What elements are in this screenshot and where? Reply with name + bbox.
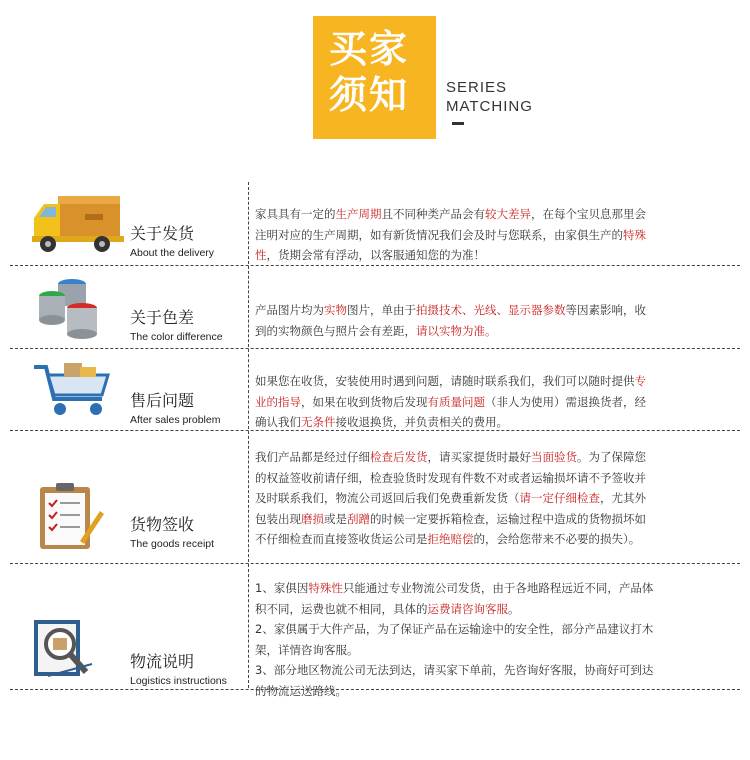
highlight-text: 请以实物为准。 — [416, 323, 497, 338]
description-text: 接收退换货，并负责相关的费用。 — [335, 415, 508, 429]
section-title-en: Logistics instructions — [130, 675, 227, 687]
section-title-cn: 售后问题 — [130, 391, 195, 410]
section-delivery — [10, 182, 740, 266]
description-text: 2、家俱属于大件产品，为了保证产品在运输途中的安全性，部分产品建议打木架，详情咨询客服。 — [255, 622, 654, 657]
highlight-text: 生产周期 — [335, 207, 382, 221]
description-text: 的时候一定要拆箱检查，运输过程中造成的货物损坏如不仔细检查而直接签收货运公司是 — [255, 511, 646, 546]
title-area — [130, 308, 223, 344]
section-logistics — [10, 564, 740, 698]
highlight-text: 拍摄技术、光线、显示器参数 — [416, 303, 566, 317]
highlight-text: 较大差异 — [485, 207, 531, 221]
vertical-divider — [248, 349, 249, 429]
section-title-cn: 物流说明 — [130, 652, 195, 671]
title-area — [130, 652, 227, 688]
header-dash — [452, 122, 464, 125]
header-title-line1: 买家 — [329, 27, 410, 71]
description-text: ，在每个宝贝息那里会注明对应的生产周期，如有新货情况我们会及时与您联系，由家俱生产的 — [255, 207, 646, 242]
header-subtitle-line1: SERIES — [446, 79, 508, 96]
description-text: 1、家俱因 — [255, 581, 309, 595]
vertical-divider — [248, 266, 249, 347]
section-description — [255, 371, 655, 433]
highlight-text: 拒绝赔偿 — [427, 532, 474, 546]
logistics-magnifier-icon — [30, 614, 140, 688]
vertical-divider — [248, 182, 249, 264]
description-text: 家具具有一定的 — [255, 207, 336, 221]
title-area — [130, 224, 214, 260]
highlight-text: 请一定仔细检查 — [519, 491, 600, 505]
section-title-cn: 关于发货 — [130, 224, 195, 243]
description-text: ，如果在收到货物后发现 — [301, 394, 428, 409]
paint-cans-icon — [30, 274, 140, 348]
section-title-cn: 关于色差 — [130, 308, 195, 327]
description-text: 3、部分地区物流公司无法到达，请买家下单前，先咨询好客服，协商好可到达的物流运送路线。 — [255, 663, 654, 698]
header-subtitle — [446, 78, 533, 116]
description-text: ，请买家提货时最好 — [427, 450, 531, 464]
highlight-text: 专业的指导 — [255, 374, 646, 409]
highlight-text: 无条件 — [301, 415, 336, 429]
description-text: 。 — [508, 601, 520, 616]
highlight-text: 磨损 — [301, 511, 324, 526]
section-title-cn: 货物签收 — [130, 515, 195, 534]
section-color-difference — [10, 266, 740, 349]
shopping-cart-icon — [30, 359, 140, 427]
highlight-text: 运费请咨询客服 — [427, 601, 508, 616]
vertical-divider — [248, 431, 249, 562]
highlight-text: 当面验货 — [531, 450, 577, 464]
section-title-en: About the delivery — [130, 247, 215, 259]
section-divider — [10, 689, 740, 690]
description-text: 等因素影响，收到的实物颜色与照片会有差距， — [255, 303, 646, 338]
header-subtitle-line2: MATCHING — [446, 98, 533, 115]
section-title-en: The color difference — [130, 331, 223, 343]
title-area — [130, 391, 220, 427]
section-title-en: After sales problem — [130, 414, 221, 426]
header-title-line2: 须知 — [329, 73, 410, 117]
clipboard-checklist-icon — [30, 481, 140, 557]
highlight-text: 特殊性 — [255, 227, 646, 262]
description-text: 如果您在收货，安装使用时遇到问题，请随时联系我们，我们可以随时提供 — [255, 374, 635, 388]
description-text: 的，会给您带来不必要的损失）。 — [473, 532, 641, 546]
highlight-text: 有质量问题 — [427, 394, 485, 409]
section-description — [255, 204, 655, 266]
highlight-text: 检查后发货 — [370, 450, 428, 464]
description-text: 产品图片均为 — [255, 303, 324, 317]
description-text: ，尤其外包装出现 — [255, 491, 646, 526]
header-title-box — [313, 16, 436, 139]
section-description — [255, 447, 655, 550]
description-text: 。为了保障您的权益签收前请仔细，检查验货时发现有件数不对或者运输损坏请不予签收并及时联系我们，物流公司返回后我们免费重新发货（ — [255, 450, 646, 505]
description-text: 我们产品都是经过仔细 — [255, 450, 370, 464]
description-text: 图片，单由于 — [347, 303, 416, 317]
delivery-truck-icon — [30, 192, 140, 260]
vertical-divider — [248, 564, 249, 688]
highlight-text: 实物 — [324, 303, 347, 317]
description-text: 且不同种类产品会有 — [381, 207, 485, 221]
description-text: ，货期会常有浮动，以客服通知您的为准！ — [266, 248, 485, 262]
description-text: 只能通过专业物流公司发货，由于各地路程远近不同，产品体积不同，运费也就不相同，具体的 — [255, 581, 654, 616]
description-text: 或是 — [324, 511, 347, 526]
description-text: （非人为使用）需退换货者，经确认我们 — [255, 394, 646, 429]
title-area — [130, 515, 214, 551]
section-description — [255, 300, 655, 341]
highlight-text: 刮蹭 — [347, 511, 370, 526]
section-description — [255, 578, 655, 701]
section-after-sales — [10, 349, 740, 431]
section-title-en: The goods receipt — [130, 538, 215, 550]
highlight-text: 特殊性 — [308, 581, 343, 595]
section-goods-receipt — [10, 431, 740, 564]
